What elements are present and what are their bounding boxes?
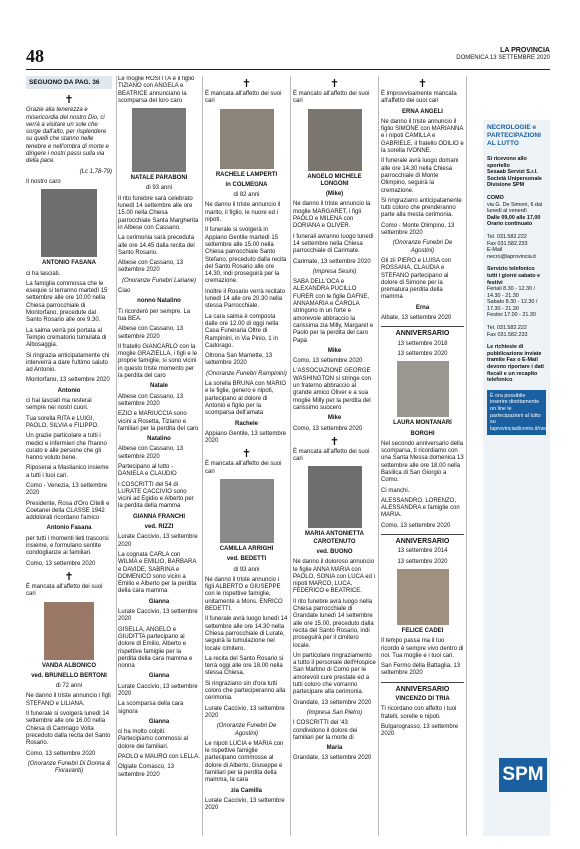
- sidebar-hours: Sabato 8.30 - 12.30 / 17.30 - 21.30: [487, 299, 538, 312]
- notice-text: GISELLA, ANGELO e GIUDITTA partecipano al dolore di Emilio, Alberto e rispettive famiglie per la perdita della cara mamma e nonna: [118, 626, 193, 670]
- sidebar-phone: Tel. 031.582.222: [487, 325, 527, 332]
- notice-text: Como, 13 settembre 2020: [293, 425, 363, 432]
- funeral-home-credit: (Onoranze Funebri Rampinini): [206, 370, 287, 377]
- notice-text: Il funerale avrà luogo domani alle ore 14.30 nella Chiesa parrocchiale di Monte Olimpino, seguirà la cremazione.: [381, 158, 459, 194]
- sidebar-note: Le richieste di pubblicazione inviate tramite Fax o E-Mail devono riportare i dati fiscali e un recapito telefonico: [487, 344, 544, 384]
- notice-text: Ti ricorderò per sempre. La tua BEA.: [118, 308, 191, 322]
- notice-text: È mancata all'affetto dei suoi cari: [205, 461, 282, 475]
- notice-text: SABA DELL'OCA e ALEXANDRA PUCILLO FURER con le figlie DAFNE, ANNAMARIA e CAROLA stringono in un forte e amorevole abbraccio la carissima zia Milly, Margaret e Paolo per la perdita del caro Papà: [293, 279, 374, 344]
- notice-text: Il rito funebre avrà luogo nella Chiesa parrocchiale di Grandate lunedì 14 settembre alle ore 15.00, preceduto dalla recita del Santo Rosario, indi proseguirà per il cimitero locale.: [293, 598, 374, 649]
- notice-text: La cognata CARLA con WILMA e EMILIO, BARBARA e DAVIDE, SABRINA e DOMENICO sono vicini a Emilio e Alberto per la perdita della cara mamma: [118, 551, 197, 595]
- sidebar-fax: Fax 031.582.233: [487, 240, 528, 247]
- info-sidebar: [483, 120, 564, 836]
- notice-text: San Fermo della Battaglia, 13 settembre 2020: [381, 663, 461, 677]
- deceased-name: zia Camilla: [230, 787, 262, 794]
- deceased-name: Gianna: [148, 673, 170, 680]
- notice-text: La recita del Santo Rosario si terrà oggi alle ore 18.00 nella stessa Chiesa.: [205, 655, 284, 677]
- notice-text: Il rito funebre sarà celebrato lunedì 14 settembre alle ore 15.00 nella Chiesa parrocchiale Santa Margherita in Albese con Cassano.: [118, 195, 199, 231]
- deceased-subname: ved. BEDETTI: [226, 556, 267, 563]
- notice-text: Albese con Cassano, 13 settembre 2020: [118, 260, 184, 274]
- deceased-name: Gianna: [148, 598, 170, 605]
- notice-text: ci ha lasciati.: [26, 270, 61, 277]
- notice-text: per tutti i momenti lieti trascorsi insieme, e formulano sentite condoglianze ai familiari.: [26, 535, 109, 557]
- deceased-name: MARIA ANTONIETTA CAROTENUTO: [305, 531, 364, 545]
- quote-reference: (Lc 1,78-79): [79, 168, 112, 175]
- deceased-age: di 82 anni: [233, 192, 260, 199]
- notice-text: Il funerale avrà luogo lunedì 14 settembre alle ore 14.30 nella Chiesa parrocchiale di Lurate, seguirà la tumulazione nel locale cimitero.: [205, 616, 288, 652]
- notice-text: Ciao: [118, 288, 131, 295]
- deceased-name: ANTONIO FASANA: [42, 260, 96, 267]
- sidebar-online-note: È ora possibile inserire direttamente on line le partecipazioni al lutto su laprovinciadicomo.it/necrologie: [487, 390, 546, 436]
- notice-text: Si ringrazia anticipatamente chi interverrà a dare l'ultimo saluto ad Antonio.: [26, 352, 110, 374]
- notice-text: EZIO e MARIUCCIA sono vicini a Rosetta, Tiziano e familiari per la perdita del caro: [118, 411, 199, 432]
- notice-text: Como, 13 settembre 2020: [381, 522, 451, 529]
- deceased-name: CAMILLA ARRIGHI: [219, 545, 274, 552]
- anniversary-date: 13 settembre 2018: [397, 340, 448, 347]
- sidebar-text: Società Unipersonale Divisione SPM: [487, 175, 542, 189]
- sidebar-fax: Fax 031.582.233: [487, 331, 528, 338]
- cross-icon: ✝: [241, 78, 252, 90]
- notice-text: Ne danno il triste annuncio i figli STEFANO e LILIANA.: [26, 693, 111, 707]
- notice-text: Tua sorella RITA e LUIGI, PAOLO, SILVIA e FILIPPO.: [26, 415, 99, 429]
- deceased-subname: BORGHI: [410, 430, 435, 437]
- sidebar-title: NECROLOGIE e PARTECIPAZIONI AL LUTTO: [487, 124, 541, 147]
- notice-text: L'ASSOCIAZIONE GEORGE WASHINGTON si stringe con un fraterno abbraccio al grande amico Oliver e a sua moglie Milly per la perdita del carissimo suocero: [293, 368, 372, 411]
- cross-icon: ✝: [417, 78, 428, 90]
- notice-text: Si ringraziano sin d'ora tutti coloro che parteciperanno alla cerimonia.: [205, 680, 286, 702]
- deceased-age: di 72 anni: [55, 683, 83, 690]
- notice-text: Lurate Caccivio, 13 settembre 2020: [205, 797, 285, 812]
- notice-text: PAOLO e MAURO con LELLA.: [118, 754, 200, 761]
- notice-text: È mancata all'affetto dei suoi cari: [293, 448, 370, 463]
- cross-icon: ✝: [64, 570, 74, 583]
- deceased-name: GIANNA FRANCHI: [132, 513, 186, 520]
- notice-text: Albese con Cassano, 13 settembre 2020: [118, 446, 184, 460]
- deceased-age: di 93 anni: [233, 566, 260, 573]
- deceased-name: FELICE CADEI: [401, 627, 444, 634]
- notice-text: Gli zii PIERO e LUISA con ROSSANA, CLAUDIA e STEFANO partecipano al dolore di Simone per la prematura perdita della mamma: [381, 257, 452, 301]
- intro-text: Il nostro caro: [26, 178, 61, 185]
- notice-text: La salma verrà poi portata al Tempio crematorio tumulata di Albosaggia.: [26, 327, 107, 349]
- notice-text: La cara salma è composta dalle ore 12.00 di oggi nella Casa Funeraria Oltre di Rampinini, in Via Pinio, 1 in Cadorago.: [205, 313, 279, 349]
- funeral-home-credit: (Onoranze Funebri Lariane): [121, 277, 197, 284]
- cross-icon: ✝: [241, 448, 252, 461]
- notice-text: La famiglia commossa che le esequie si terranno martedì 15 settembre alle ore 10.00 nella Chiesa parrocchiale di Montorfano, precedute dal Santo Rosario alle ore 9.30.: [26, 280, 108, 324]
- notice-text: Albate, 13 settembre 2020: [381, 315, 452, 322]
- notice-text: Ne danno il triste annuncio il marito, il figlio, le nuore ed i nipoti.: [205, 202, 281, 224]
- sidebar-hours: Festivi 17.00 - 21.30: [487, 312, 536, 319]
- publication-date: DOMENICA 13 SETTEMBRE 2020: [456, 55, 550, 61]
- cross-icon: ✝: [64, 94, 74, 107]
- deceased-name: Antonio: [57, 387, 81, 394]
- notice-text: Presidente, Rosa d'Oro Citelli e Coetanei della CLASSE 1942 addolorati ricordano l'amico: [26, 500, 110, 522]
- deceased-name: Rachele: [234, 420, 258, 427]
- column-5: [381, 76, 464, 836]
- notice-text: Il funerale si svolgerà in Appiano Gentile martedì 15 settembre alle 15.00 nella Chiesa parrocchiale Santo Stefano, preceduto dalla recita del Santo Rosario alle ore 14.30, indi proseguirà per la cremazione.: [205, 227, 287, 285]
- notice-text: Nel secondo anniversario della scomparsa, ti ricordiamo con una Santa Messa domenica 13 settembre alle ore 18.00 nella Basilica di San Giorgio a Como.: [381, 440, 464, 484]
- page-header: [26, 46, 550, 70]
- funeral-home-credit: (Impresa San Pietro): [306, 709, 363, 716]
- notice-text: I COSCRITTI del 54 di LURATE CACCIVIO sono vicini ad Egidio e Alberto per la perdita della mamma: [118, 481, 194, 510]
- notice-text: Ne danno il triste annuncio la moglie MARGARET, i figli PAOLO e MILENA con DORIANA e OLIVER.: [293, 201, 371, 230]
- notice-text: La cerimonia sarà preceduta alle ore 14.45 dalla recita del Santo Rosario.: [118, 235, 195, 256]
- notice-text: Lurate Caccivio, 13 settembre 2020: [205, 705, 285, 719]
- portrait-photo: [397, 569, 449, 625]
- notice-text: ci ha molto colpiti. Partecipiamo commossi al dolore dei familiari.: [118, 729, 189, 750]
- notice-text: ci hai lasciati ma resterai sempre nei nostri cuori.: [26, 398, 92, 412]
- notice-text: Carimate, 13 settembre 2020: [293, 258, 371, 265]
- portrait-photo: [308, 466, 362, 528]
- notice-text: Como - Venezia, 13 settembre 2020: [26, 482, 108, 497]
- continued-band: SEGUONO DA PAG. 36: [26, 76, 112, 89]
- column-4: [293, 76, 376, 836]
- funeral-home-credit: (Onoranze Funebri De Agostini): [392, 240, 453, 254]
- notice-text: I funerali avranno luogo lunedì 14 settembre nella Chiesa parrocchiale di Carimate.: [293, 233, 374, 255]
- cross-icon: ✝: [329, 435, 340, 448]
- sidebar-text: Servizio telefonico tutti i giorni sabato e festivi: [487, 266, 541, 286]
- notice-text: Un grazie particolare a tutti i medici e infermieri che l'hanno curato e alle persone che gli hanno voluto bene.: [26, 433, 107, 462]
- portrait-photo: [220, 109, 274, 169]
- deceased-name: VANDA ALBONICO: [41, 662, 97, 669]
- anniversary-heading: ANNIVERSARIO: [381, 682, 464, 693]
- column-2: [118, 76, 200, 836]
- notice-text: Ci manchi.: [381, 487, 410, 494]
- notice-text: Inoltre il Rosario verrà recitato lunedì 14 alle ore 20.30 nella stessa Parrocchiale.: [205, 288, 286, 310]
- column-3: [205, 76, 288, 836]
- notice-text: Ne danno il triste annuncio il figlio SIMONE con MARIANNA e i nipoti CAMILLA e GABRIELE, il fratello ODILIO e la sorella IVONNE.: [381, 118, 464, 155]
- notice-text: Albese con Cassano, 13 settembre 2020: [118, 393, 184, 407]
- sidebar-address: via G. De Simoni, 6 dal lunedì al venerdì: [487, 201, 543, 215]
- deceased-subname: ved. BUONO: [316, 548, 353, 555]
- deceased-name: ERNA ANGELI: [402, 108, 443, 115]
- anniversary-heading: ANNIVERSARIO: [381, 534, 464, 545]
- deceased-name: NATALE PARABONI: [130, 175, 188, 182]
- anniversary-heading: ANNIVERSARIO: [381, 326, 464, 337]
- sidebar-hours: Dalle 09,00 alle 17,00: [487, 214, 541, 221]
- notice-text: Il funerale si svolgerà lunedì 14 settembre alle ore 16.00 nella Chiesa di Camnago Volta preceduto dalla recita del Santo Rosario.: [26, 711, 111, 747]
- notice-text: Ti ricordano con affetto i tuoi fratelli, sorelle e nipoti.: [381, 706, 457, 720]
- deceased-subname: (Mike): [325, 191, 344, 198]
- publication-info: [456, 47, 550, 62]
- sidebar-text: Sesaab Servizi S.r.l.: [487, 169, 538, 176]
- notice-text: Grandate, 13 settembre 2020: [293, 699, 372, 706]
- deceased-name: Mike: [327, 347, 342, 354]
- deceased-name: Maria: [326, 745, 343, 752]
- notice-text: Il tempo passa ma il tuo ricordo è sempre vivo dentro di noi. Tua moglie e i tuoi cari.: [381, 638, 464, 659]
- funeral-home-credit: (Onoranze Funebri Di Donna & Fioravanti): [27, 760, 111, 775]
- deceased-name: Natale: [149, 383, 168, 390]
- anniversary-date: 13 settembre 2020: [397, 350, 448, 357]
- sidebar-hours: Orario continuato: [487, 221, 533, 228]
- funeral-home-credit: (Onoranze Funebri De Agostini): [216, 723, 277, 737]
- notice-text: Si ringraziano anticipatamente tutti coloro che prenderanno parte alla mesta cerimonia.: [381, 197, 462, 219]
- notice-text: Bulgarograsso, 13 settembre 2020: [381, 723, 459, 738]
- portrait-photo: [220, 479, 274, 543]
- page-number: 48: [26, 46, 44, 66]
- notice-text: È mancato all'affetto dei suoi cari: [293, 91, 370, 105]
- deceased-name: Erna: [415, 304, 430, 311]
- notice-text: Como - Monte Olimpino, 13 settembre 2020: [381, 222, 455, 237]
- portrait-photo: [132, 108, 186, 172]
- deceased-name: Gianna: [148, 718, 170, 725]
- quote-text: Grazie alla tenerezza e misericordia del nostro Dio, ci verrà a visitare un sole che sorge dall'alto, per risplendere su quelli che stanno nelle tenebre e nell'ombra di morte e dirigere i nostri passi sulla via della pace.: [26, 107, 109, 165]
- notice-text: Il fratello GIANCARLO con la moglie GRAZIELLA, i figli e le proprie famiglie, si sono vicini in questo triste momento per la perdita del caro: [118, 343, 198, 380]
- deceased-subname: ved. RIZZI: [144, 524, 174, 531]
- notice-text: Partecipano al lutto - DANIELA e CLAUDIO: [118, 463, 177, 478]
- notice-text: Lurate Caccivio, 13 settembre 2020: [118, 609, 198, 623]
- deceased-name: RACHELE LAMPERTI: [215, 171, 278, 178]
- column-1: [26, 76, 112, 836]
- anniversary-date: 13 settembre 2014: [397, 548, 448, 555]
- notice-text: Como, 13 settembre 2020: [293, 358, 363, 365]
- cross-icon: ✝: [329, 78, 340, 90]
- notice-text: È mancata all'affetto dei suoi cari: [26, 583, 103, 598]
- anniversary-date: 13 settembre 2020: [397, 558, 448, 565]
- funeral-home-credit: (Impresa Sesini): [312, 268, 357, 275]
- deceased-name: Mike: [327, 415, 342, 422]
- deceased-name: VINCENZO DI TRIA: [395, 696, 450, 703]
- portrait-photo: [41, 189, 97, 257]
- notice-text: Montorfano, 13 settembre 2020: [26, 377, 110, 384]
- deceased-subname: ved. BRUNELLO BERTONI: [31, 672, 107, 679]
- deceased-name: Antonio Fasana: [46, 525, 92, 532]
- notice-text: La scomparsa della cara signora: [118, 701, 184, 715]
- publication-name: LA PROVINCIA: [500, 47, 550, 54]
- sidebar-email: E-Mail necro@laprovincia.it: [487, 247, 536, 260]
- deceased-name: ANGELO MICHELE LONGONI: [307, 173, 362, 187]
- portrait-photo: [308, 109, 362, 171]
- notice-text: Le nipoti LUCIA e MARIA con le rispettive famiglie partecipano commosse al dolore di Alberto, Giuseppe e familiari per la perdita della mamma, la cara: [205, 740, 284, 784]
- notice-text: Oltrona San Mamette, 13 settembre 2020: [205, 353, 273, 367]
- deceased-name: Natalino: [147, 436, 171, 443]
- notice-text: I COSCRITTI del '43 condividono il dolore dei familiari per la morte di: [293, 720, 358, 741]
- notice-text: Lurate Caccivio, 13 settembre 2020: [118, 683, 198, 697]
- sidebar-phone: Tel. 031.582.222: [487, 233, 527, 240]
- sidebar-city: COMO: [487, 194, 504, 201]
- notice-text: Riposerai a Maslianico insieme a tutti i tuoi cari.: [26, 465, 109, 479]
- deceased-age: di 93 anni: [145, 185, 173, 192]
- notice-text: Olgiate Comasco, 13 settembre 2020: [118, 764, 175, 778]
- sidebar-hours: Feriali 8.30 - 12.30 / 14.30 - 21.30: [487, 286, 535, 299]
- notice-text: Ne danno il triste annuncio i figli ALBERTO e GIUSEPPE con le rispettive famiglie, unitamente a Mons. ENRICO BEDETTI.: [205, 576, 283, 613]
- notice-text: Como, 13 settembre 2020: [26, 750, 96, 757]
- notice-text: Lurate Caccivio, 13 settembre 2020: [118, 534, 198, 548]
- notice-text: Como, 13 settembre 2020: [26, 560, 96, 567]
- notice-text: Ne danno il doloroso annuncio le figlie ANNA MARIA con PAOLO, SONIA con LUCA ed i nipoti MARCO, LUCA, FEDERICO e BEATRICE.: [293, 559, 375, 595]
- notice-text: Grandate, 13 settembre 2020: [293, 755, 372, 762]
- spm-logo: SPM: [499, 758, 547, 792]
- notice-text: Un particolare ringraziamento a tutto il personale dell'Hospice San Martino di Como per le amorevoli cure prestate ed a tutti coloro che vorranno partecipare alla cerimonia.: [293, 652, 376, 696]
- deceased-subname: in COLMEGNA: [225, 181, 268, 188]
- notice-text: La sorella BRUNA con MARIO e le figlie, genero e nipoti, partecipano al dolore di Antonio e figlio per la scomparsa dell'amata: [205, 381, 287, 417]
- portrait-photo: [397, 361, 449, 417]
- notice-text: ALESSANDRO, LORENZO, ALESSANDRA e famiglie con MARIA.: [381, 497, 460, 519]
- notice-text: Appiano Gentile, 13 settembre 2020: [205, 430, 287, 445]
- deceased-name: LAURA MONTANARI: [393, 420, 452, 427]
- sidebar-text: Si ricevono allo sportello: [487, 156, 527, 169]
- notice-text: Albese con Cassano, 13 settembre 2020: [118, 326, 184, 340]
- portrait-photo: [44, 602, 94, 660]
- notice-text: È mancata all'affetto dei suoi cari: [205, 91, 282, 105]
- notice-text: Le moglie ROSITTA e il figlio TIZIANO con ANGELA e BEATRICE annunciano la scomparsa del loro caro: [118, 76, 195, 104]
- deceased-name: nonno Natalino: [137, 298, 181, 305]
- notice-text: È improvvisamente mancata all'affetto dei suoi cari: [381, 91, 457, 105]
